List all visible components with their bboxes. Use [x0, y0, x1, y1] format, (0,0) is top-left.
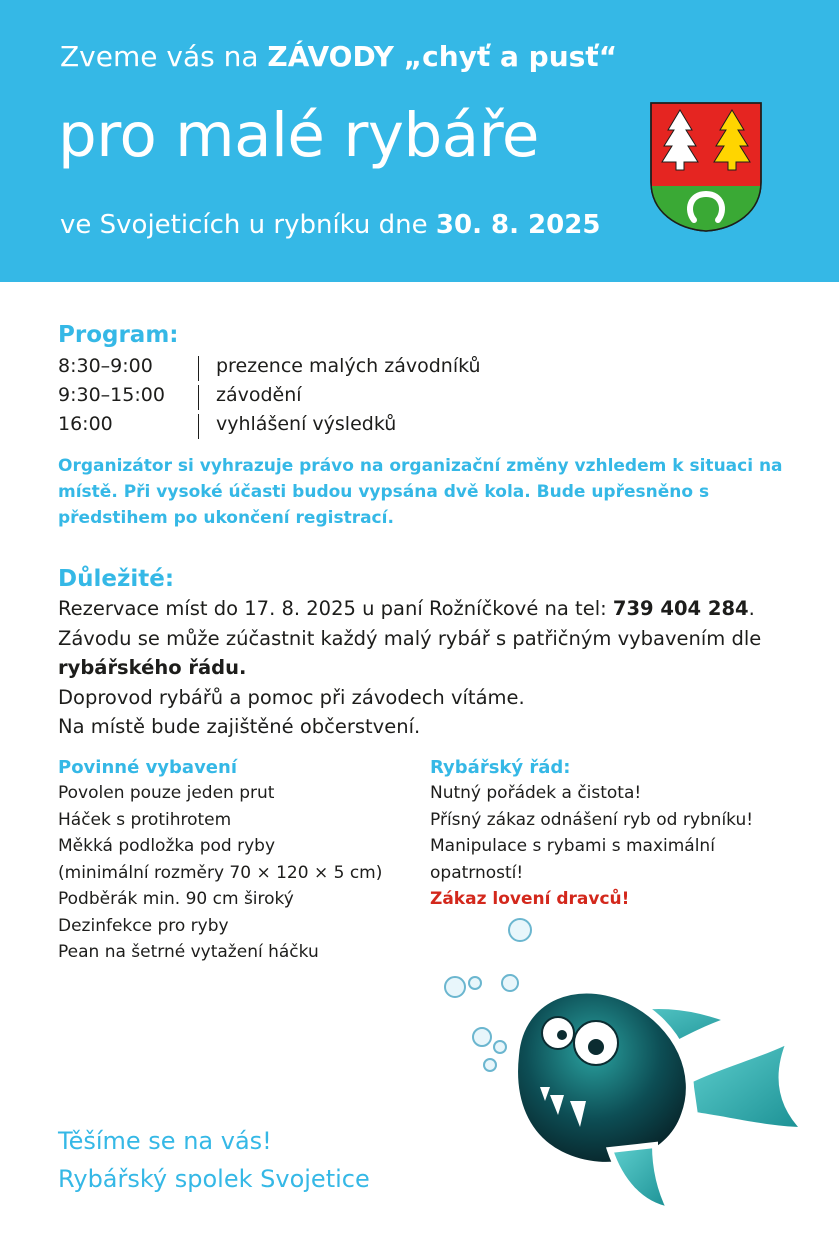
rules-bold-text: rybářského řádu.: [58, 656, 247, 679]
club-name: Rybářský spolek Svojetice: [58, 1165, 370, 1193]
schedule-activity: vyhlášení výsledků: [216, 413, 397, 435]
rule-item: Manipulace s rybami s maximální: [430, 836, 715, 856]
schedule-divider: [198, 414, 199, 439]
schedule-time: 8:30–9:00: [58, 355, 153, 377]
schedule-row: [58, 410, 481, 439]
equipment-item: Dezinfekce pro ryby: [58, 915, 229, 936]
organizer-note: Organizátor si vyhrazuje právo na organizační změny vzhledem k situaci na místě. Při vysoké účasti budou vypsána dvě kola. Bude upřesněno s předstihem po ukončení registrací.: [58, 456, 783, 528]
escort-text: Doprovod rybářů a pomoc při závodech vítáme.: [58, 685, 525, 709]
equipment-item: Povolen pouze jeden prut: [58, 783, 275, 803]
schedule-row: [58, 352, 481, 381]
event-name: ZÁVODY „chyť a pusť“: [267, 40, 618, 73]
predator-ban-warning: Zákaz lovení dravců!: [430, 889, 630, 909]
schedule-list: [58, 352, 481, 439]
refreshments-text: Na místě bude zajištěné občerstvení.: [58, 715, 421, 738]
reservation-text: Rezervace míst do 17. 8. 2025 u paní Rožníčkové na tel:: [58, 597, 607, 620]
header-banner: [0, 0, 839, 282]
schedule-activity: prezence malých závodníků: [216, 355, 481, 377]
participation-text: Závodu se může zúčastnit každý malý rybář s patřičným vybavením dle: [58, 626, 762, 650]
invitation-text: Zveme vás na: [60, 40, 259, 73]
location-text: ve Svojeticích u rybníku dne: [60, 210, 428, 240]
schedule-activity: závodění: [216, 384, 302, 406]
rule-item: opatrností!: [430, 862, 524, 883]
equipment-section: [58, 756, 408, 966]
footer-greeting: Těšíme se na vás!: [58, 1127, 272, 1155]
rule-item: Nutný pořádek a čistota!: [430, 783, 642, 803]
rule-item: Přísný zákaz odnášení ryb od rybníku!: [430, 809, 754, 830]
reservation-period: .: [748, 597, 755, 620]
equipment-item: (minimální rozměry 70 × 120 × 5 cm): [58, 862, 383, 883]
rules-heading: Rybářský řád:: [430, 757, 571, 778]
main-title: pro malé rybáře: [58, 100, 539, 171]
important-section: [58, 594, 798, 742]
reservation-line: [58, 594, 798, 624]
footer-signoff: [58, 1122, 370, 1198]
important-heading: Důležité:: [58, 566, 175, 592]
equipment-item: Háček s protihrotem: [58, 809, 232, 830]
rules-section: [430, 756, 790, 913]
invitation-line: [60, 40, 617, 73]
equipment-item: Pean na šetrné vytažení háčku: [58, 942, 319, 962]
location-date-line: [60, 210, 600, 240]
equipment-item: Měkká podložka pod ryby: [58, 836, 276, 856]
fish-illustration-icon: [430, 905, 810, 1235]
schedule-time: 16:00: [58, 413, 113, 435]
schedule-divider: [198, 385, 199, 410]
coat-of-arms-icon: [650, 102, 762, 232]
phone-number: 739 404 284: [612, 597, 749, 620]
program-heading: Program:: [58, 322, 179, 348]
schedule-time: 9:30–15:00: [58, 384, 165, 406]
schedule-divider: [198, 356, 199, 381]
event-date: 30. 8. 2025: [435, 210, 601, 240]
rules-reference: [58, 653, 798, 683]
equipment-heading: Povinné vybavení: [58, 757, 237, 778]
schedule-row: [58, 381, 481, 410]
equipment-item: Podběrák min. 90 cm široký: [58, 889, 294, 909]
